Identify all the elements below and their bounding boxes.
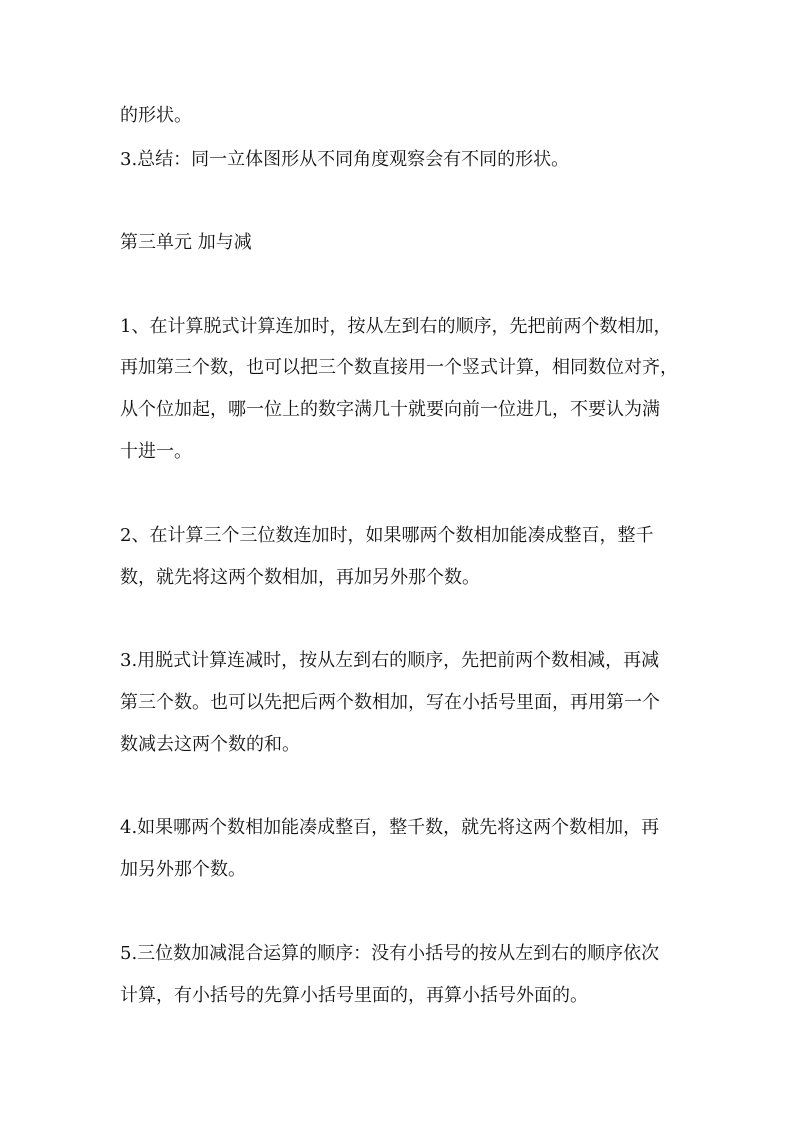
paragraph-line: 2、在计算三个三位数连加时，如果哪两个数相加能凑成整百，整千 — [120, 525, 654, 546]
unit-heading: 第三单元 加与减 — [120, 232, 252, 253]
paragraph-line: 计算，有小括号的先算小括号里面的，再算小括号外面的。 — [120, 985, 588, 1006]
paragraph-line: 加另外那个数。 — [120, 859, 246, 880]
paragraph-line: 从个位加起，哪一位上的数字满几十就要向前一位进几，不要认为满 — [120, 399, 660, 420]
paragraph-line: 5.三位数加减混合运算的顺序：没有小括号的按从左到右的顺序依次 — [120, 943, 660, 964]
paragraph-line: 数减去这两个数的和。 — [120, 734, 300, 755]
continuation-text: 的形状。 — [120, 105, 192, 126]
paragraph-line: 3.用脱式计算连减时，按从左到右的顺序，先把前两个数相减，再减 — [120, 650, 660, 671]
paragraph-line: 十进一。 — [120, 441, 192, 462]
paragraph-line: 4.如果哪两个数相加能凑成整百，整千数，就先将这两个数相加，再 — [120, 817, 660, 838]
paragraph-line: 第三个数。也可以先把后两个数相加，写在小括号里面，再用第一个 — [120, 692, 660, 713]
paragraph-line: 1、在计算脱式计算连加时，按从左到右的顺序，先把前两个数相加， — [120, 316, 672, 337]
summary-text: 3.总结：同一立体图形从不同角度观察会有不同的形状。 — [120, 149, 570, 170]
paragraph-line: 再加第三个数，也可以把三个数直接用一个竖式计算，相同数位对齐， — [120, 357, 678, 378]
paragraph-line: 数，就先将这两个数相加，再加另外那个数。 — [120, 567, 480, 588]
